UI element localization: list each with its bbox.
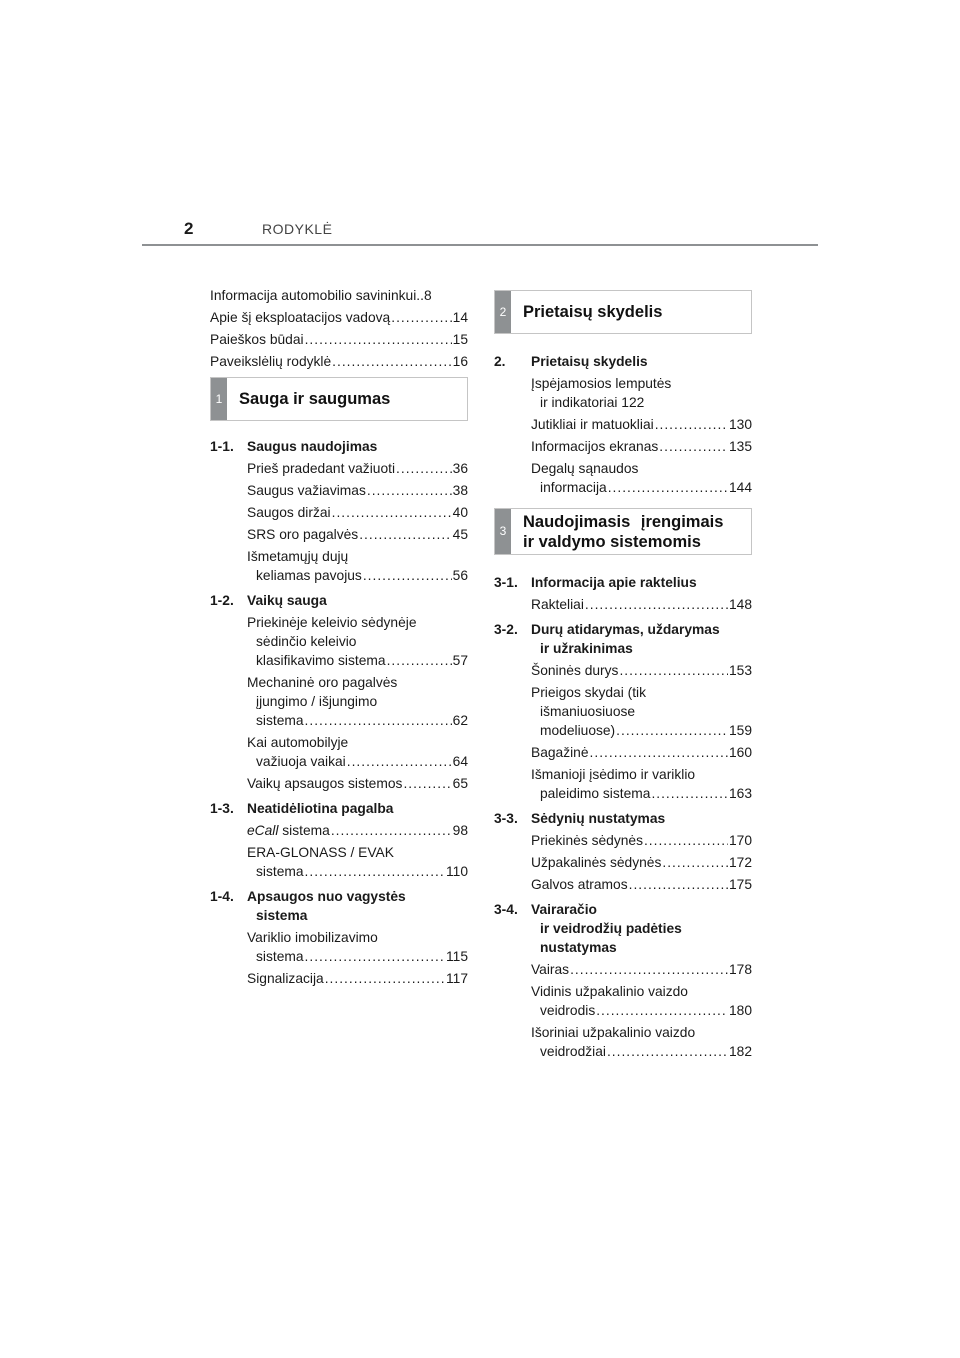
toc-entry[interactable]: Kai automobilyje važiuoja vaikai ..... 64: [247, 733, 468, 771]
section-heading[interactable]: 1-1. Saugus naudojimas: [210, 439, 378, 454]
toc-entry[interactable]: Degalų sąnaudos informacija ..... 144: [531, 459, 752, 497]
section-items: [531, 960, 752, 1061]
toc-entry[interactable]: Vairas ..... 178: [531, 960, 752, 979]
chapter-tab: 2: [495, 291, 511, 333]
section-heading[interactable]: 3-1. Informacija apie raktelius: [494, 575, 697, 590]
toc-entry[interactable]: Galvos atramos ..... 175: [531, 875, 752, 894]
section-items: [247, 459, 468, 585]
left-column: [210, 286, 468, 988]
chapter-tab: 3: [495, 509, 511, 554]
section-heading[interactable]: 3-3. Sėdynių nustatymas: [494, 811, 666, 826]
toc-entry[interactable]: Prieigos skydai (tik išmaniuosiuose modeliuose) ..... 159: [531, 683, 752, 740]
section-heading[interactable]: 3-4. Vairaračio ir veidrodžių padėties nustatymas: [494, 902, 682, 955]
toc-entry[interactable]: Variklio imobilizavimo sistema ..... 115: [247, 928, 468, 966]
toc-entry[interactable]: Paveikslėlių rodyklė ..... 16: [210, 352, 468, 371]
toc-entry[interactable]: Saugus važiavimas ..... 38: [247, 481, 468, 500]
chapter-title: Naudojimasis įrengimais ir valdymo sistemomis: [523, 512, 724, 551]
page-number: 2: [184, 219, 194, 238]
toc-entry[interactable]: Prieš pradedant važiuoti ..... 36: [247, 459, 468, 478]
toc-entry[interactable]: Užpakalinės sėdynės ..... 172: [531, 853, 752, 872]
chapter-title: Sauga ir saugumas: [239, 390, 391, 408]
chapter-2-header[interactable]: [494, 290, 752, 334]
toc-entry[interactable]: SRS oro pagalvės ..... 45: [247, 525, 468, 544]
section-heading[interactable]: 1-3. Neatidėliotina pagalba: [210, 801, 394, 816]
section-items: [531, 595, 752, 614]
toc-entry[interactable]: Jutikliai ir matuokliai ..... 130: [531, 415, 752, 434]
toc-entry[interactable]: Išoriniai užpakalinio vaizdo veidrodžiai ..... 182: [531, 1023, 752, 1061]
header-rule: [142, 244, 818, 246]
section-items: [531, 661, 752, 803]
chapter-tab: 1: [211, 378, 227, 420]
toc-entry[interactable]: Šoninės durys ..... 153: [531, 661, 752, 680]
toc-entry[interactable]: ERA-GLONASS / EVAK sistema ..... 110: [247, 843, 468, 881]
toc-entry[interactable]: Bagažinė ..... 160: [531, 743, 752, 762]
toc-entry[interactable]: Priekinėje keleivio sėdynėje sėdinčio keleivio klasifikavimo sistema ..... 57: [247, 613, 468, 670]
toc-entry[interactable]: Informacijos ekranas ..... 135: [531, 437, 752, 456]
right-column: [494, 290, 752, 1061]
toc-entry[interactable]: eCall sistema ..... 98: [247, 821, 468, 840]
chapter-3-header[interactable]: [494, 508, 752, 555]
toc-entry[interactable]: Informacija automobilio savininkui .. 8: [210, 288, 432, 303]
chapter-title: Prietaisų skydelis: [523, 303, 663, 321]
toc-entry[interactable]: Išmetamųjų dujų keliamas pavojus ..... 56: [247, 547, 468, 585]
section-heading[interactable]: 3-2. Durų atidarymas, uždarymas ir užrakinimas: [494, 622, 720, 656]
section-heading[interactable]: 1-4. Apsaugos nuo vagystės sistema: [210, 889, 406, 923]
toc-entry[interactable]: Rakteliai ..... 148: [531, 595, 752, 614]
page-header-title: RODYKLĖ: [262, 221, 333, 237]
toc-entry[interactable]: Vidinis užpakalinio vaizdo veidrodis ..... 180: [531, 982, 752, 1020]
toc-entry[interactable]: Vaikų apsaugos sistemos ..... 65: [247, 774, 468, 793]
toc-entry[interactable]: Įspėjamosios lemputės ir indikatoriai 122: [531, 376, 672, 410]
section-items: [247, 928, 468, 988]
toc-entry[interactable]: Apie šį eksploatacijos vadovą ..... 14: [210, 308, 468, 327]
section-items: [247, 613, 468, 793]
toc-entry[interactable]: Mechaninė oro pagalvės įjungimo / išjungimo sistema ..... 62: [247, 673, 468, 730]
section-items: [531, 831, 752, 894]
toc-entry[interactable]: Išmanioji įsėdimo ir variklio paleidimo sistema ..... 163: [531, 765, 752, 803]
section-items: [531, 374, 752, 497]
toc-entry[interactable]: Saugos diržai ..... 40: [247, 503, 468, 522]
toc-entry[interactable]: Signalizacija ..... 117: [247, 969, 468, 988]
section-items: [247, 821, 468, 881]
section-heading[interactable]: 2. Prietaisų skydelis: [494, 354, 648, 369]
chapter-1-header[interactable]: [210, 377, 468, 421]
toc-entry[interactable]: Priekinės sėdynės ..... 170: [531, 831, 752, 850]
toc-entry[interactable]: Paieškos būdai ..... 15: [210, 330, 468, 349]
section-heading[interactable]: 1-2. Vaikų sauga: [210, 593, 327, 608]
